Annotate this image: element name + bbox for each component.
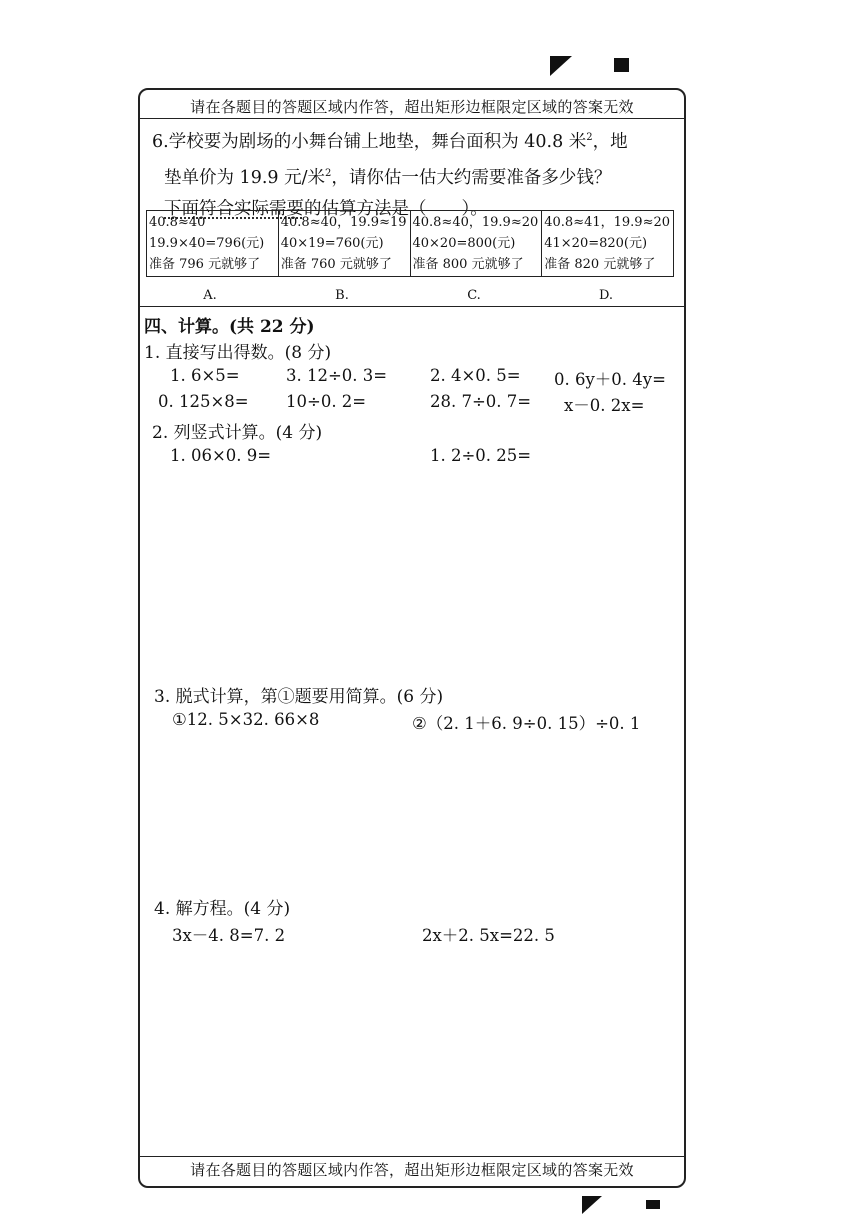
- option-a-cell: [147, 211, 279, 277]
- option-b-line: 准备 760 元就够了: [280, 257, 392, 272]
- options-table: [146, 210, 674, 277]
- option-a-label: A.: [203, 288, 217, 303]
- equation-item: 3x－4. 8=7. 2: [172, 926, 286, 945]
- question-6-text-2a: 垫单价为 19.9 元/米: [164, 167, 325, 188]
- part-1-title: 1. 直接写出得数。(8 分): [144, 343, 332, 363]
- option-a-line: 准备 796 元就够了: [149, 257, 261, 272]
- stepwise-calc-item: ①12. 5×32. 66×8: [172, 710, 320, 729]
- option-a-line: 19.9×40=796(元): [149, 236, 265, 251]
- option-b-label: B.: [335, 288, 349, 303]
- option-c-label: C.: [467, 288, 481, 303]
- option-d-line: 41×20=820(元): [544, 236, 648, 251]
- oral-calc-item: 10÷0. 2=: [286, 392, 367, 411]
- option-a-line: 40.8≈40: [149, 215, 206, 230]
- option-c-line: 准备 800 元就够了: [412, 257, 524, 272]
- notice-top: 请在各题目的答题区域内作答，超出矩形边框限定区域的答案无效: [190, 98, 634, 116]
- oral-calc-item: x－0. 2x=: [564, 396, 645, 415]
- question-6-text-1b: ，地: [592, 131, 628, 152]
- option-c-line: 40×20=800(元): [412, 236, 516, 251]
- option-b-line: 40×19=760(元): [280, 236, 384, 251]
- question-6-text-2b: ，请你估一估大约需要准备多少钱？: [331, 167, 612, 188]
- registration-mark-square-top: [614, 58, 629, 72]
- answer-area-frame: [138, 88, 686, 1188]
- oral-calc-item: 1. 6×5=: [170, 366, 240, 385]
- question-6-sup-2: 2: [325, 167, 332, 179]
- question-6-emphasis: 下面符合实际需要: [164, 198, 304, 219]
- divider-section: [140, 306, 684, 307]
- notice-bottom: 请在各题目的答题区域内作答，超出矩形边框限定区域的答案无效: [190, 1161, 634, 1179]
- part-2-title: 2. 列竖式计算。(4 分): [152, 423, 323, 443]
- registration-mark-square-bottom: [646, 1200, 660, 1209]
- question-6-sup-1: 2: [586, 132, 593, 143]
- oral-calc-item: 0. 125×8=: [158, 392, 249, 411]
- oral-calc-item: 28. 7÷0. 7=: [430, 392, 532, 411]
- question-6-text-1a: 学校要为剧场的小舞台铺上地垫，舞台面积为 40.8 米: [168, 131, 587, 152]
- option-b-line: 40.8≈40，19.9≈19: [280, 215, 407, 230]
- registration-mark-triangle-bottom: [582, 1196, 602, 1214]
- option-d-cell: [542, 211, 674, 277]
- oral-calc-item: 0. 6y＋0. 4y=: [554, 370, 666, 389]
- oral-calc-item: 3. 12÷0. 3=: [286, 366, 388, 385]
- section-4-title: 四、计算。(共 22 分): [144, 317, 315, 337]
- vertical-calc-item: 1. 06×0. 9=: [170, 446, 272, 465]
- divider-bottom: [140, 1156, 684, 1157]
- registration-mark-triangle-top: [550, 56, 572, 76]
- oral-calc-item: 2. 4×0. 5=: [430, 366, 521, 385]
- option-d-line: 40.8≈41，19.9≈20: [544, 215, 671, 230]
- vertical-calc-item: 1. 2÷0. 25=: [430, 446, 532, 465]
- option-c-cell: [410, 211, 542, 277]
- option-d-line: 准备 820 元就够了: [544, 257, 656, 272]
- equation-item: 2x＋2. 5x=22. 5: [422, 926, 555, 945]
- question-6-line-1: [152, 122, 682, 158]
- stepwise-calc-item: ②（2. 1＋6. 9÷0. 15）÷0. 1: [412, 714, 641, 733]
- option-b-cell: [278, 211, 410, 277]
- divider-top: [140, 118, 684, 119]
- part-4-title: 4. 解方程。(4 分): [154, 899, 291, 919]
- option-c-line: 40.8≈40，19.9≈20: [412, 215, 539, 230]
- question-6-number: 6.: [152, 131, 169, 152]
- option-d-label: D.: [598, 288, 614, 303]
- question-6-line-2: [152, 158, 682, 194]
- part-3-title: 3. 脱式计算，第①题要用简算。(6 分): [154, 687, 444, 707]
- question-6-text-3: 的估算方法是（ ）。: [304, 198, 488, 219]
